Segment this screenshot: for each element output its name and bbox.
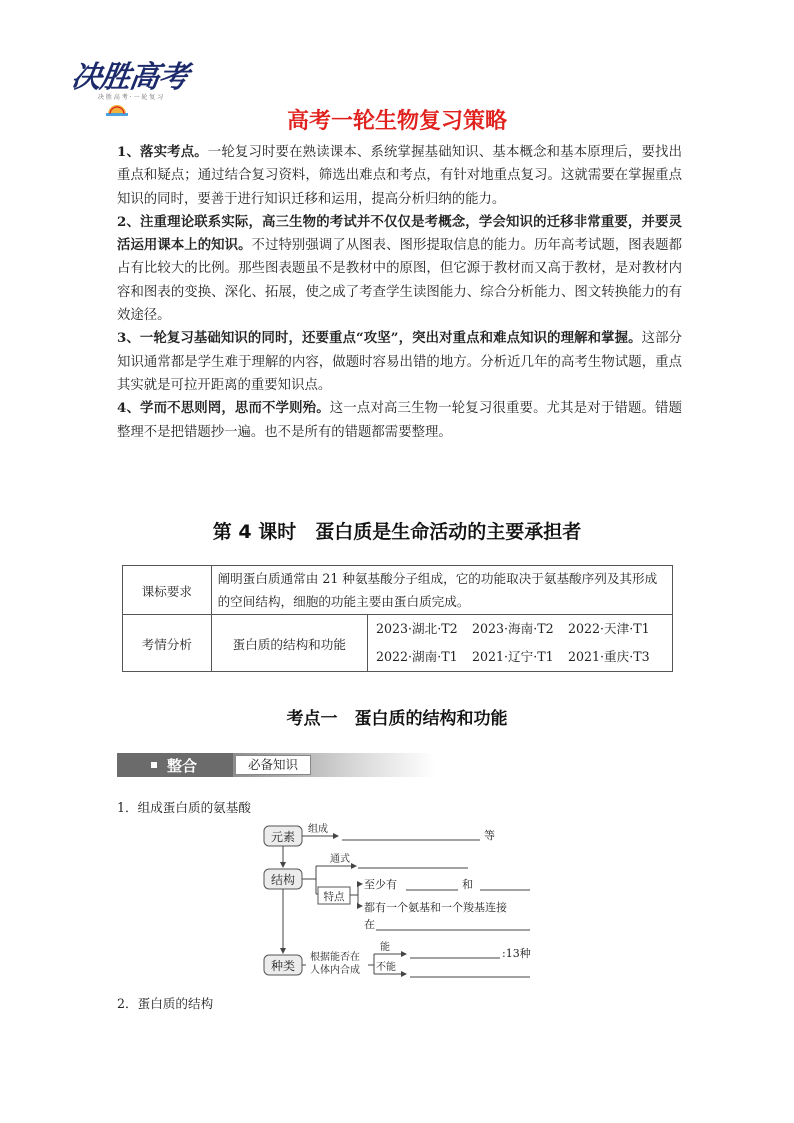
logo-text: 决胜高考 (69, 60, 190, 95)
amino-acid-diagram (258, 820, 558, 985)
intro-body: 不过特别强调了从图表、图形提取信息的能力。历年高考试题，图表题都占有比较大的比例。那些图表题虽不是教材中的原图，但它源于教材而又高于教材，是对教材内容和图表的变换、深化、拓展，使之成了考查学生读图能力、综合分析能力、图文转换能力的有效途径。 (117, 238, 683, 324)
intro-lead: 4、学而不思则罔，思而不学则殆。 (117, 400, 330, 417)
section-banner (117, 753, 435, 777)
section-heading: 2．蛋白质的结构 (117, 996, 214, 1011)
intro-body: 这部分知识通常都是学生难于理解的内容，做题时容易出错的地方。分析近几年的高考生物试题，重点其实就是可拉开距离的重要知识点。 (117, 331, 682, 393)
label-and: 和 (462, 878, 473, 891)
label-judge: 根据能否在 (310, 952, 360, 963)
label-at-least: 至少有 (364, 878, 397, 891)
label-judge-2: 人体内合成 (310, 965, 360, 976)
intro-paragraph (117, 211, 682, 327)
label-connect: 都有一个氨基和一个羧基连接 (364, 901, 507, 914)
table-row (123, 615, 673, 672)
label-can: 能 (380, 942, 390, 953)
label-count: :13种 (502, 947, 531, 960)
exam-item: 2022·天津·T1 (568, 621, 650, 636)
exam-line (376, 643, 664, 671)
curriculum-requirement: 阐明蛋白质通常由 21 种氨基酸分子组成，它的功能取决于氨基酸序列及其形成的空间结构，细胞的功能主要由蛋白质完成。 (211, 566, 672, 615)
box-types: 种类 (270, 959, 296, 973)
logo-subtitle: 决 胜 高 考 · 一 轮 复 习 (98, 94, 164, 101)
intro-lead: 2、注重理论联系实际，高三生物的考试并不仅仅是考概念，学会知识的迁移非常重要，并要灵活运用课本上的知识。 (117, 213, 682, 254)
exam-topic: 蛋白质的结构和功能 (211, 615, 367, 672)
intro-lead: 1、落实考点。 (117, 144, 208, 160)
label-etc: 等 (484, 829, 495, 842)
label-formula: 通式 (330, 854, 350, 865)
requirements-table (122, 565, 673, 672)
page-title: 高考一轮生物复习策略 (286, 109, 507, 134)
label-compose: 组成 (308, 824, 328, 835)
banner-tag: 必备知识 (235, 755, 311, 775)
intro-paragraph (117, 397, 682, 444)
intro-body: 这一点对高三生物一轮复习很重要。尤其是对于错题。错题整理不是把错题抄一遍。也不是所有的错题都需要整理。 (117, 401, 682, 440)
exam-item: 2023·海南·T2 (472, 621, 554, 636)
banner-label: 整合 (167, 757, 198, 775)
exam-line (376, 615, 664, 643)
intro-lead: 3、一轮复习基础知识的同时，还要重点“攻坚”，突出对重点和难点知识的理解和掌握。 (117, 330, 642, 347)
square-bullet-icon (151, 762, 157, 768)
box-elements: 元素 (270, 830, 296, 844)
table-row (123, 566, 673, 615)
table-header-cell: 课标要求 (123, 566, 212, 615)
knowledge-point-title: 考点一 蛋白质的结构和功能 (286, 709, 508, 729)
exam-list (368, 615, 673, 672)
box-structure: 结构 (270, 873, 296, 887)
table-header-cell: 考情分析 (123, 615, 212, 672)
exam-item: 2023·湖北·T2 (376, 621, 458, 636)
exam-item: 2021·重庆·T3 (568, 649, 650, 664)
intro-section (117, 141, 682, 444)
label-connect-on: 在 (364, 918, 375, 931)
box-feature: 特点 (323, 891, 345, 903)
section-heading: 1．组成蛋白质的氨基酸 (117, 800, 251, 815)
intro-paragraph (117, 141, 682, 211)
label-cannot: 不能 (376, 962, 396, 973)
exam-item: 2022·湖南·T1 (376, 649, 458, 664)
lesson-title: 第 4 课时 蛋白质是生命活动的主要承担者 (212, 521, 582, 543)
intro-body: 一轮复习时要在熟读课本、系统掌握基础知识、基本概念和基本原理后，要找出重点和疑点；通过结合复习资料，筛选出难点和考点，有针对地重点复习。这就需要在掌握重点知识的同时，要善于进行知识迁移和运用，提高分析归纳的能力。 (117, 145, 682, 207)
exam-item: 2021·辽宁·T1 (472, 649, 554, 664)
intro-paragraph (117, 327, 682, 397)
